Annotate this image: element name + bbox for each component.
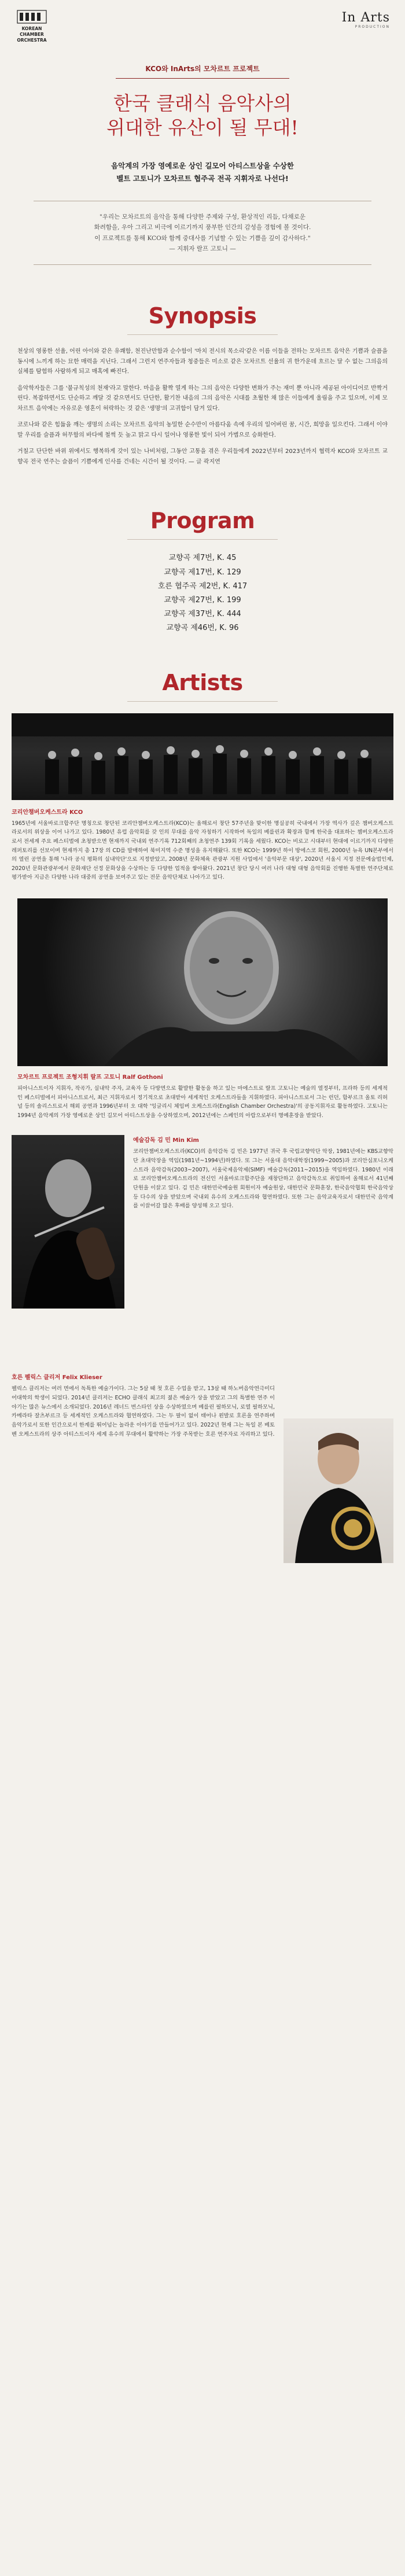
minkim-bio: 코리안챔버오케스트라(KCO)의 음악감독 김 민은 1977년 귀국 후 국립교향악단 악장, 1981년에는 KBS교향악단 초대악장을 역임(1981년~1994년)하였다. 또 그는 서울대 음악대학장(1999~2005)과 코리안심포니오케스트라 음악감독(2003~2007), 서울국제음악제(SIMF) 예술감독(2011~2015)을 역임하였다. 1980년 이래로 코리안챔버오케스트라의 전신인 서울바로크합주단을 재창단하고 음악감독으로 취임하여 올해로서 41년째 단원을 이끌고 있다. 김 민은 대한민국예술원 회원이자 예술원상, 대한민국 문화훈장, 한국음악협회 한국음악상 등 다수의 상을 받았으며 국내외 유수의 오케스트라와 협연하였다. 또한 그는 음악교육자로서 대한민국 음악계를 이끌어갈 많은 후배를 양성해 오고 있다. xyxy=(133,1148,393,1210)
program-item: 교향곡 제37번, K. 444 xyxy=(164,609,241,618)
conductor-quote xyxy=(34,201,371,266)
program-item: 교향곡 제46번, K. 96 xyxy=(166,623,239,632)
hero-subtitle-line-2: 벨트 고토니가 모차르트 협주곡 전곡 지휘자로 나선다! xyxy=(116,174,289,183)
klieser-bio: 펠릭스 클리저는 여러 면에서 독특한 예술가이다. 그는 5살 때 첫 호른 수업을 받고, 13살 때 하노버음악연극미디어대학의 학생이 되었다. 2014년 클리저는 ECHO 클래식 최고의 젊은 예술가 상을 받았고 그의 특별한 연주 이야기는 많은 뉴스에서 소개되었다. 2016년 레너드 번스타인 상을 수상하였으며 베를린 필하모닉, 로열 필하모닉, 카메라타 잘츠부르크 등 세계적인 오케스트라와 협연하였다. 그는 두 팔이 없이 태어나 왼발로 호른을 연주하며 음악가로서 또한 인간으로서 한계를 뛰어넘는 놀라운 이야기를 만들어가고 있다. 2022년 현재 그는 독일 본 베토벤 오케스트라의 상주 아티스트이자 세계 유수의 무대에서 활약하는 가장 주목받는 호른 연주자로 자리하고 있다. xyxy=(12,1385,275,1438)
synopsis-body xyxy=(17,347,388,467)
logo-line-3: ORCHESTRA xyxy=(17,38,47,43)
gothoni-bio: 피아니스트이자 지휘자, 작곡가, 실내악 주자, 교육자 등 다방면으로 활발한 활동을 하고 있는 마에스트로 랄프 고토니는 예술의 열정부터, 프라하 등의 세계적인 페스티벌에서 피아니스트로서, 최근 지휘자로서 정기적으로 초대받아 세계적인 오케스트라들을 지휘하였다. 피아니스트로서 그는 런던, 함부르크 올토 리허널 등의 솔리스트로서 해외 공연과 1996년부터 오 대학 '잉글리시 체임버 오케스트라(English Chamber Orchestra)'의 공동지휘자로 활동하였다. 고토니는 1994년 음악계의 가장 영예로운 상인 길모어 아티스트상을 수상하였으며, 2012년에는 스페인의 아랍으로부터 명예훈장을 받았다. xyxy=(17,1085,388,1119)
quote-line-2: 화려함을, 우아 그리고 비극에 이르기까지 풍부한 인간의 감성을 경험에 볼 것이다. xyxy=(94,224,311,231)
gothoni-portrait xyxy=(17,898,388,1066)
program-list xyxy=(0,551,405,635)
artists-divider xyxy=(127,701,278,702)
quote-line-3: 이 프로젝트를 통해 KCO와 함께 중대사를 기념할 수 있는 기쁨을 깊이 감사하다." xyxy=(94,234,311,242)
klieser-section xyxy=(12,1372,393,1638)
kco-name: 코리안챔버오케스트라 KCO xyxy=(12,809,83,816)
logo-line-2: CHAMBER xyxy=(20,32,44,37)
quote-attribution: — 지휘자 랄프 고토니 — xyxy=(169,245,236,253)
kco-bio: 1965년에 서울바로크합주단 명칭으로 창단된 코리안챔버오케스트라(KCO)는 올해로서 창단 57주년을 맞이한 명실공히 국내에서 가장 역사가 깊은 챔버오케스트라로서의 위상을 이어 나가고 있다. 1980년 유럽 음악회를 갖 인의 무대를 음악 자칭하기 시작하여 독일의 베를린과 확장과 함께 한국을 대표하는 챔버오케스트라 로서 전세계 주요 페스티벌에 초청받으면 현재까지 국내외 연주기록 712회째의 초청연주 139회 기록을 세웠다. KCO는 비로고 시대부터 현대에 이르기까지 다양한 레퍼토리를 선보이며 현재까지 총 17장 의 CD를 발매하여 북미지역 수준 명성을 유지해왔다. 또한 KCO는 1999년 하이 방에스코 회원, 2000년 뉴욕 UN본부에서의 열린 공연을 통해 '나라 공식 평화의 실내악단'으로 지정받았고, 2008년 문화체육 관광부 지원 사업에서 '음악부문 대상', 2020년 서울시 지정 전문예술법인제, 2020년 문화관광부에서 문화재단 선정 문화상을 수상하는 등 다양한 업적을 쌓아왔다. 2021년 창단 당시 여러 나라 대형 대형 음악회를 진행한 특별한 연주단체로 평가받아 지금은 다양한 나라 대중의 공연을 보여주고 있는 전문 음악단체로 나아가고 있다. xyxy=(12,820,393,881)
hero-title-line-1: 한국 클래식 음악사의 xyxy=(113,92,292,115)
minkim-name: 예술감독 김 민 Min Kim xyxy=(133,1137,199,1144)
kco-logo xyxy=(12,8,52,49)
gothoni-name: 모차르트 프로젝트 조형지휘 랄프 고토니 Ralf Gothoni xyxy=(17,1074,163,1081)
kco-orchestra-photo xyxy=(12,713,393,800)
inarts-logo xyxy=(342,10,390,29)
hero-subtitle-line-1: 음악계의 가장 영예로운 상인 길모어 아티스트상을 수상한 xyxy=(111,161,294,171)
hero-subtitle xyxy=(0,160,405,185)
minkim-portrait xyxy=(12,1135,124,1309)
orchestra-silhouettes xyxy=(12,713,393,800)
program-item: 교향곡 제7번, K. 45 xyxy=(168,554,237,563)
logo-line-1: KOREAN xyxy=(21,26,42,31)
synopsis-paragraph-4: 거칠고 단단한 바위 위에서도 행복하게 갓이 있는 나비처럼, 그동안 고통을 겪은 우리들에게 2022년부터 2023년까지 협력자 KCO와 모차르트 교향곡 전국 연주는 슬픔이 기쁨에게 인사를 건네는 시간이 될 것이다. — 글 곽지연 xyxy=(17,448,388,465)
klieser-name: 호른 펠릭스 클리저 Felix Klieser xyxy=(12,1374,102,1381)
klieser-photo xyxy=(284,1418,393,1563)
program-item: 교향곡 제17번, K. 129 xyxy=(164,567,241,577)
inarts-sub: PRODUCTION xyxy=(355,25,390,29)
artists-title: Artists xyxy=(162,669,243,695)
gothoni-photo xyxy=(17,898,388,1066)
inarts-mark: In Arts xyxy=(341,10,390,25)
header xyxy=(0,0,405,64)
project-divider xyxy=(116,78,289,79)
program-item: 호른 협주곡 제2번, K. 417 xyxy=(157,581,248,591)
synopsis-title: Synopsis xyxy=(148,303,257,329)
klieser-portrait xyxy=(284,1418,393,1563)
program-title: Program xyxy=(150,508,255,534)
minkim-photo xyxy=(12,1135,124,1309)
program-divider xyxy=(127,539,278,540)
synopsis-paragraph-3: 코로나와 같은 힘듦을 깨는 생명의 소리는 모차르트 음악의 농밀한 순수만이 아름다움 속에 우리의 일어버린 꿈, 시간, 희망을 일으킨다. 그래서 이야말 우리를 슬픔과 허무함의 바다에 철썩 듯 높고 맑고 다시 일어나 영롱한 빛이 되어 가볍으로 승화한다. xyxy=(17,422,388,438)
quote-line-1: "우리는 모차르트의 음악을 통해 다양한 주제와 구성, 환상적인 리듬, 다채로운 xyxy=(100,213,305,220)
hero-title-line-2: 위대한 유산이 될 무대! xyxy=(106,116,299,139)
synopsis-paragraph-1: 천상의 영롱한 선율, 어린 아이와 같은 유쾌함, 천진난만함과 순수함이 '마치 전시의 목소리'같은 이름 이들을 전하는 모차르트 음악은 기쁨과 슬픔을 동시에 느끼게 하는 묘한 매력을 지닌다. 그래서 그런지 연주자들과 청중들은 미소로 같은 모차르트 선율의 귀 한가운데 흐르는 달 수 없는 그의음의 실체를 탐험하 사람하게 되고 매혹에 빠진다. xyxy=(17,348,388,375)
minkim-section xyxy=(12,1135,393,1366)
project-label: KCO와 InArts의 모차르트 프로젝트 xyxy=(145,65,260,73)
kco-logo-icon xyxy=(12,8,52,49)
synopsis-paragraph-2: 음악학자들은 그를 '불규칙성의 천재'라고 말한다. 마음을 활짝 열게 하는 그의 음악은 다양한 변화가 주는 재미 뿐 아니라 세공된 아이디어로 반짝거린다. 복잡하면서도 단순하고 깨달 것 같으면서도 단단한, 활기찬 내음의 그의 음악은 시대를 초월한 채 많은 이들에게 울림을 주고 있으며, 이제 모차르트 음악에는 자유로운 영혼이 허락하는 것 같은 '생명'의 고귀함이 담겨 있다. xyxy=(17,385,388,412)
synopsis-divider xyxy=(127,334,278,335)
hero-title xyxy=(0,91,405,140)
program-item: 교향곡 제27번, K. 199 xyxy=(164,595,241,605)
